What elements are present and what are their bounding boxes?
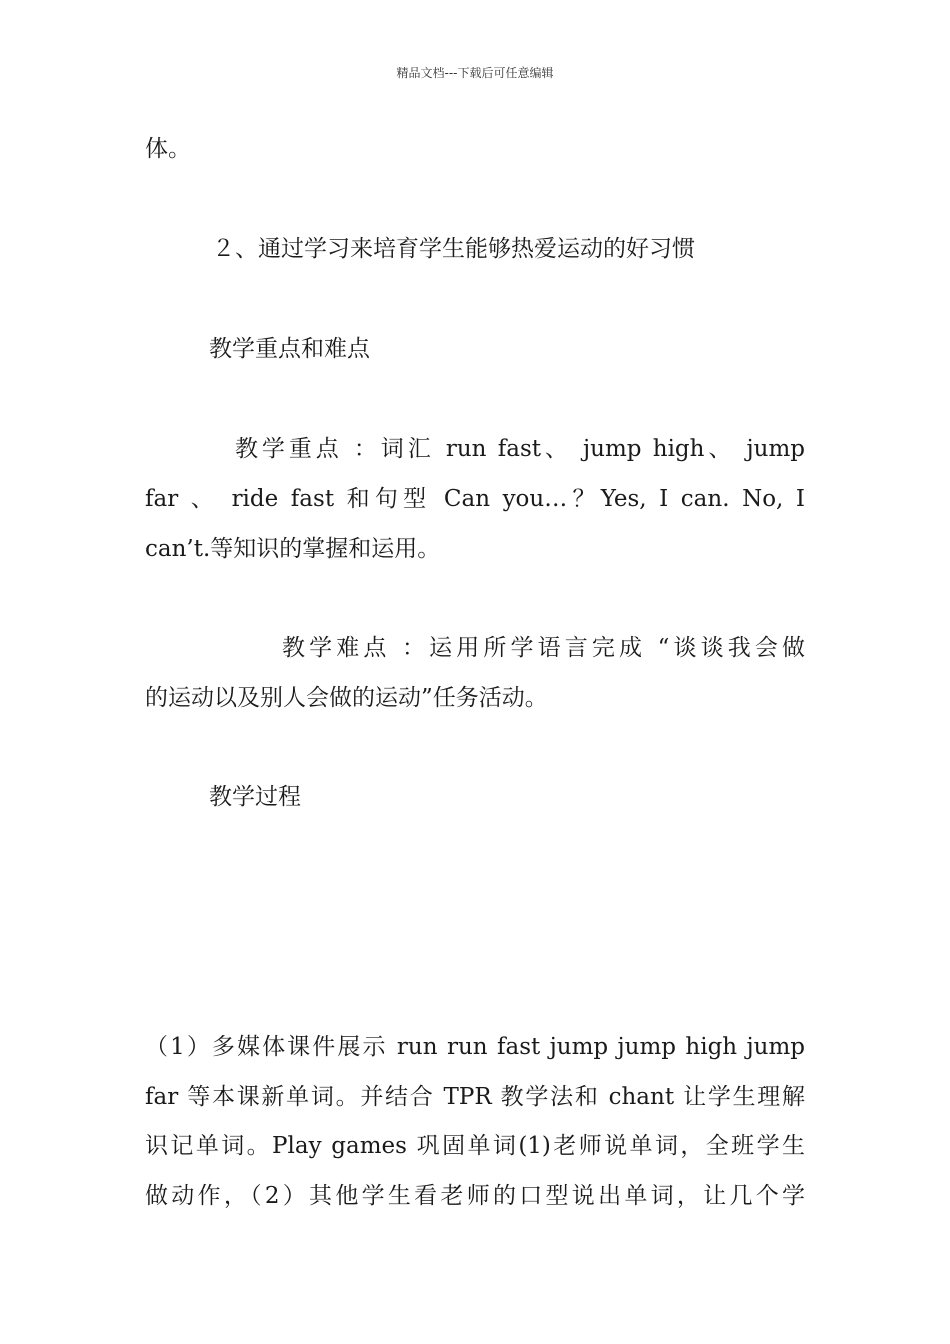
section-heading: 教学过程 bbox=[209, 784, 301, 810]
body-line: 识记单词。Play games 巩固单词(1)老师说单词，全班学生 bbox=[145, 1133, 805, 1159]
body-line: ２、通过学习来培育学生能够热爱运动的好习惯 bbox=[212, 236, 695, 262]
body-line: far 、 ride fast 和句型 Can you…？Yes, I can. No, I bbox=[145, 486, 805, 512]
body-line: 教学重点 ：词汇 run fast、 jump high、 jump bbox=[235, 436, 805, 462]
body-line: 做动作，（2）其他学生看老师的口型说出单词，让几个学 bbox=[145, 1183, 805, 1209]
section-heading: 教学重点和难点 bbox=[209, 336, 370, 362]
page-header: 精品文档---下载后可任意编辑 bbox=[396, 66, 554, 80]
body-line: 教学难点 ：运用所学语言完成 “谈谈我会做 bbox=[282, 635, 805, 661]
body-line: far 等本课新单词。并结合 TPR 教学法和 chant 让学生理解 bbox=[145, 1084, 805, 1110]
body-line: （1）多媒体课件展示 run run fast jump jump high jump bbox=[145, 1034, 805, 1060]
body-line: 体。 bbox=[145, 136, 191, 162]
body-line: can’t.等知识的掌握和运用。 bbox=[145, 536, 441, 562]
body-line: 的运动以及别人会做的运动”任务活动。 bbox=[145, 685, 548, 711]
